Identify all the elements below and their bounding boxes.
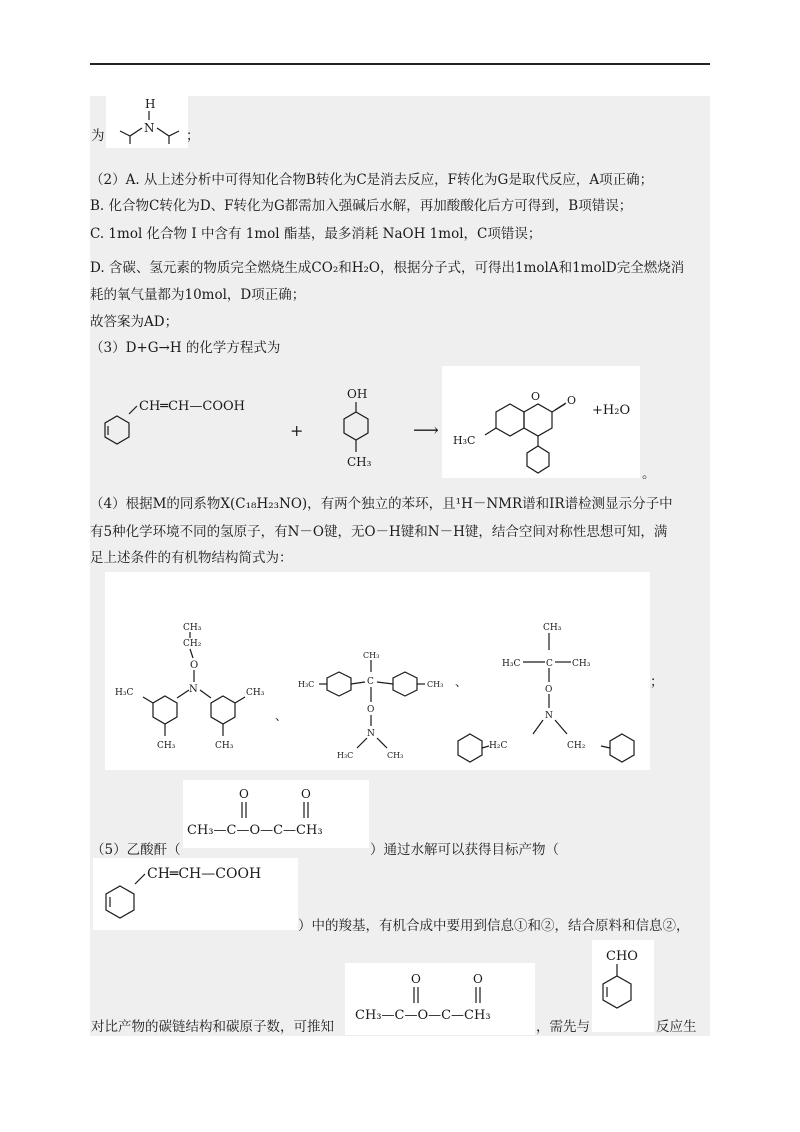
text-line-11: 有5种化学环境不同的氢原子，有N－O键，无O－H键和N－H键，结合空间对称性思想可知，满 xyxy=(90,524,668,540)
cinnamic-acid-structure xyxy=(93,858,298,930)
text-wei: 为 xyxy=(91,128,105,144)
benzaldehyde-structure xyxy=(592,940,654,1032)
text-line-12: 足上述条件的有机物结构简式为： xyxy=(90,550,293,566)
iso2-n: N xyxy=(367,729,375,739)
iso1-ch2: CH₂ xyxy=(183,639,202,649)
iso2-ch3-n: CH₃ xyxy=(387,751,404,760)
text-line-16a: 对比产物的碳链结构和碳原子数，可推知 xyxy=(91,1019,334,1035)
iso3-n: N xyxy=(545,711,553,721)
acetic-anhydride-structure xyxy=(183,780,369,848)
text-line-3: B. 化合物C转化为D、F转化为G都需加入强碱后水解，再加酸酸化后方可得到，B项错误； xyxy=(90,198,633,214)
iso1-n: N xyxy=(189,684,198,695)
plus-water: +H₂O xyxy=(592,403,631,418)
text-semicolon-2: ； xyxy=(650,674,664,690)
iso1-ch3: CH₃ xyxy=(183,623,202,633)
iso3-o: O xyxy=(545,685,553,695)
anh-o-1: O xyxy=(239,787,249,801)
text-period-1: 。 xyxy=(642,466,656,482)
text-semicolon-1: ； xyxy=(186,128,200,144)
iso3-h3c: H₃C xyxy=(502,659,521,669)
plus-sign-1: + xyxy=(290,421,304,440)
reaction-arrow: ⟶ xyxy=(413,420,439,441)
iso3-ch3-b: CH₃ xyxy=(572,659,591,669)
iso2-h3c: H₃C xyxy=(298,680,315,689)
text-line-2: （2）A. 从上述分析中可得知化合物B转化为C是消去反应，F转化为G是取代反应，A项正确； xyxy=(90,172,654,188)
reaction-equation xyxy=(95,366,655,481)
cinnamic-chain-2: CH═CH—COOH xyxy=(147,866,262,882)
iso1-ch3-b: CH₃ xyxy=(157,741,176,751)
aldehyde-label: CHO xyxy=(606,949,638,964)
separator-2: 、 xyxy=(455,675,468,689)
atom-h: H xyxy=(145,97,156,111)
iso2-o: O xyxy=(367,705,375,715)
isomer-1 xyxy=(115,623,265,751)
isomer-3 xyxy=(458,623,634,762)
text-line-6: 耗的氧气量都为10mol，D项正确； xyxy=(90,287,306,303)
anh-chain: CH₃—C—O—C—CH₃ xyxy=(187,823,323,838)
iso1-o: O xyxy=(190,660,199,671)
iso2-ch3-b: CH₃ xyxy=(427,680,444,689)
carbonyl-oxygen: O xyxy=(567,394,577,407)
text-line-7: 故答案为AD； xyxy=(90,314,179,330)
methyl-label: CH₃ xyxy=(347,455,372,469)
iso2-h3c-n: H₃C xyxy=(337,751,354,760)
iso1-h3c: H₃C xyxy=(115,688,134,698)
acetic-anhydride-structure-2 xyxy=(345,963,535,1035)
iso2-c: C xyxy=(367,677,374,687)
cinnamic-chain: CH═CH—COOH xyxy=(139,399,245,414)
anh2-o-1: O xyxy=(411,972,421,986)
iso2-ch3: CH₃ xyxy=(363,651,380,660)
iso3-c: C xyxy=(546,659,553,669)
isomer-2 xyxy=(298,651,443,760)
atom-n: N xyxy=(144,121,155,135)
separator-1: 、 xyxy=(275,709,288,723)
hydroxyl-label: OH xyxy=(347,387,368,401)
text-line-14a: （5）乙酸酐（ xyxy=(91,842,181,858)
text-line-16c: 反应生 xyxy=(656,1019,697,1035)
text-line-5: D. 含碳、氢元素的物质完全燃烧生成CO₂和H₂O，根据分子式，可得出1molA和1molD完全燃烧消 xyxy=(90,260,685,276)
product-methyl: H₃C xyxy=(453,434,476,447)
anh2-chain: CH₃—C—O—C—CH₃ xyxy=(355,1008,491,1023)
anh-o-2: O xyxy=(301,787,311,801)
text-line-15: ）中的羧基，有机合成中要用到信息①和②，结合原料和信息②， xyxy=(298,918,690,934)
diisopropylamine-structure xyxy=(106,96,188,148)
iso1-ch3-c: CH₃ xyxy=(246,688,265,698)
text-line-14b: ）通过水解可以获得目标产物（ xyxy=(370,842,559,858)
header-rule xyxy=(90,63,710,65)
ring-oxygen: O xyxy=(531,390,541,403)
text-line-4: C. 1mol 化合物 I 中含有 1mol 酯基，最多消耗 NaOH 1mol，C项错误； xyxy=(90,226,542,242)
anh2-o-2: O xyxy=(473,972,483,986)
text-line-16b: ，需先与 xyxy=(536,1019,590,1035)
text-line-10: （4）根据M的同系物X(C₁₈H₂₃NO)，有两个独立的苯环，且¹H－NMR谱和IR谱检测显示分子中 xyxy=(90,496,673,512)
iso3-ch3: CH₃ xyxy=(543,623,562,633)
text-line-8: （3）D+G→H 的化学方程式为 xyxy=(90,340,281,356)
iso3-ch2: CH₂ xyxy=(567,741,586,751)
iso3-h2c: H₂C xyxy=(489,741,508,751)
isomer-structures xyxy=(105,572,650,770)
iso1-ch3-d: CH₃ xyxy=(215,741,234,751)
